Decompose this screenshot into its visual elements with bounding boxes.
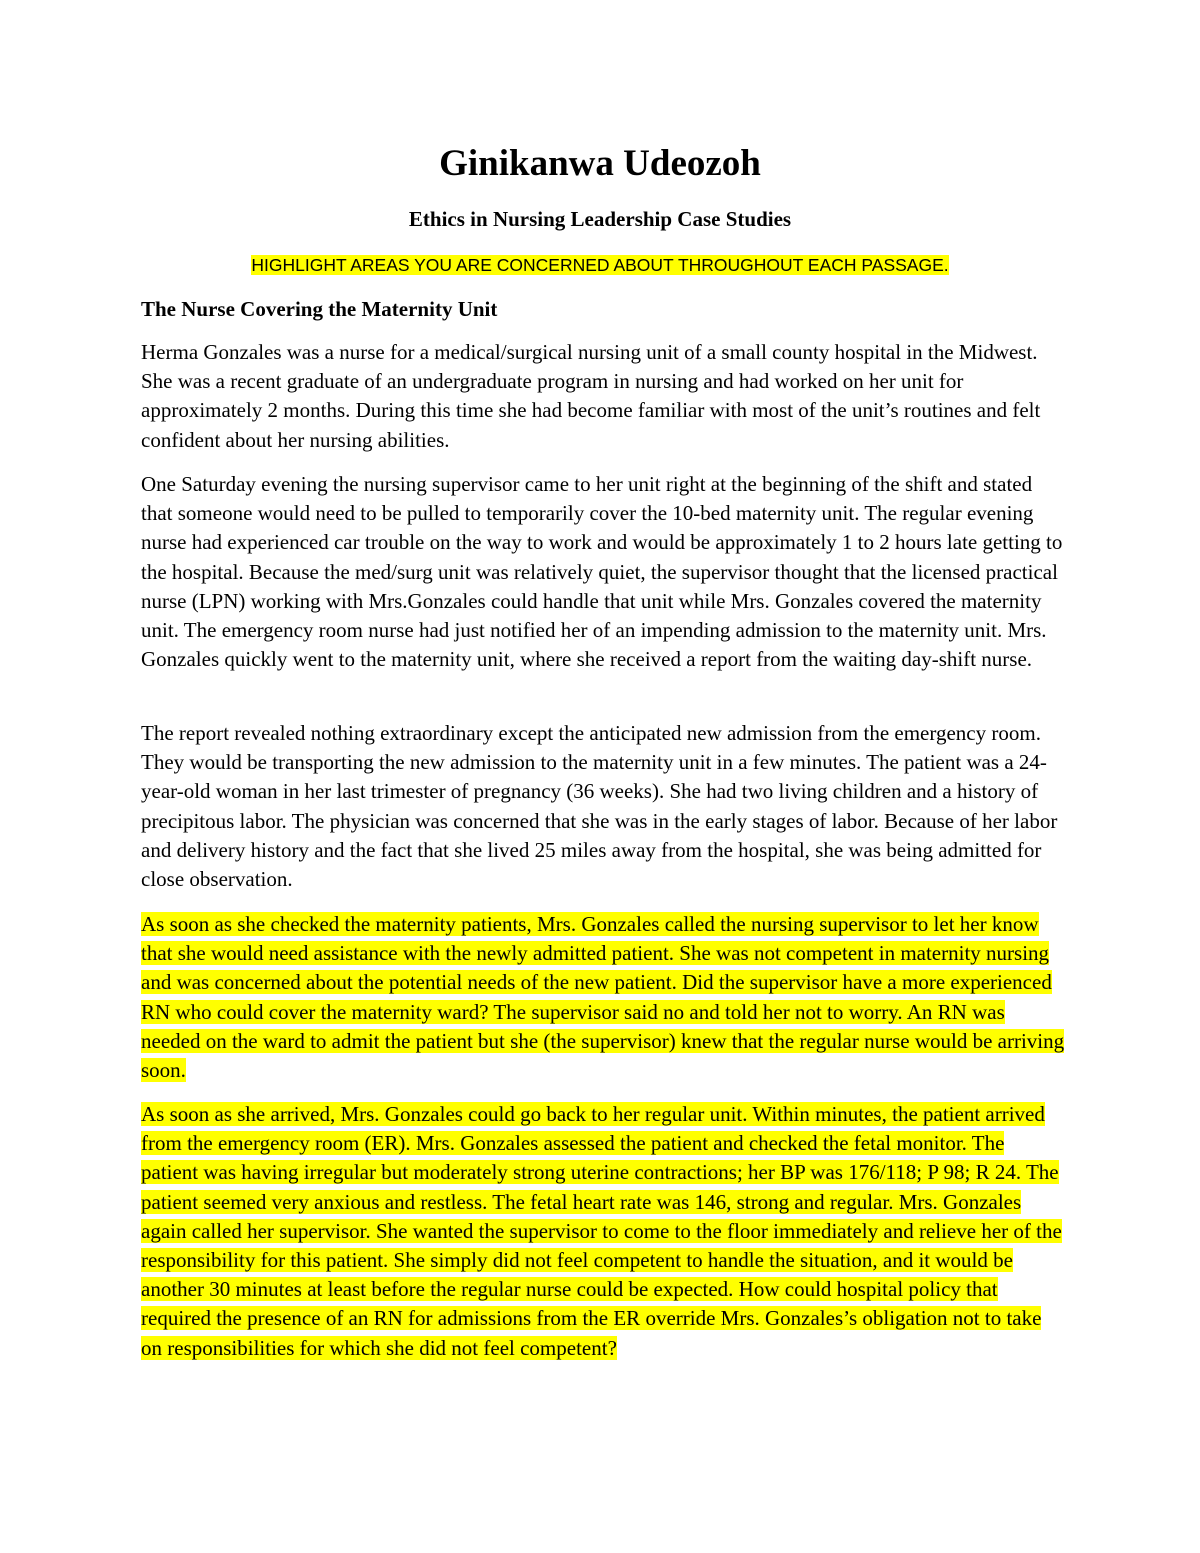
paragraph-5-text: As soon as she arrived, Mrs. Gonzales could go back to her regular unit. Within minutes, the patient arrived from the emergency room (ER). Mrs. Gonzales assessed the patient and checked the fetal monitor. The patient was having irregular but moderately strong uterine contractions; her BP was 176/118; P 98; R 24. The patient seemed very anxious and restless. The fetal heart rate was 146, strong and regular. Mrs. Gonzales again called her supervisor. She wanted the supervisor to come to the floor immediately and relieve her of the responsibility for this patient. She simply did not feel competent to handle the situation, and it would be another 30 minutes at least before the regular nurse could be expected. How could hospital policy that required the presence of an RN for admissions from the ER override Mrs. Gonzales’s obligation not to take on responsibilities for which she did not feel competent?: [141, 1102, 1062, 1360]
paragraph-1-text: Herma Gonzales was a nurse for a medical/surgical nursing unit of a small county hospital in the Midwest. She was a recent graduate of an undergraduate program in nursing and had worked on her unit for approximately 2 months. During this time she had become familiar with most of the unit’s routines and felt confident about her nursing abilities.: [141, 340, 1041, 452]
paragraph-5-highlighted: [141, 1100, 1066, 1363]
paragraph-3-text: The report revealed nothing extraordinary except the anticipated new admission from the emergency room. They would be transporting the new admission to the maternity unit in a few minutes. The patient was a 24-year-old woman in her last trimester of pregnancy (36 weeks). She had two living children and a history of precipitous labor. The physician was concerned that she was in the early stages of labor. Because of her labor and delivery history and the fact that she lived 25 miles away from the hospital, she was being admitted for close observation.: [141, 721, 1058, 892]
author-name-title: Ginikanwa Udeozoh: [439, 143, 761, 184]
section-heading: The Nurse Covering the Maternity Unit: [141, 297, 498, 321]
paragraph-3: [141, 719, 1066, 894]
paragraph-2: [141, 470, 1066, 674]
paragraph-4-text: As soon as she checked the maternity patients, Mrs. Gonzales called the nursing supervisor to let her know that she would need assistance with the newly admitted patient. She was not competent in maternity nursing and was concerned about the potential needs of the new patient. Did the supervisor have a more experienced RN who could cover the maternity ward? The supervisor said no and told her not to worry. An RN was needed on the ward to admit the patient but she (the supervisor) knew that the regular nurse would be arriving soon.: [141, 912, 1065, 1083]
document-subtitle: Ethics in Nursing Leadership Case Studies: [408, 207, 792, 231]
instruction-text: HIGHLIGHT AREAS YOU ARE CONCERNED ABOUT THROUGHOUT EACH PASSAGE.: [251, 255, 949, 275]
paragraph-1: [141, 338, 1066, 455]
paragraph-2-text: One Saturday evening the nursing supervisor came to her unit right at the beginning of the shift and stated that someone would need to be pulled to temporarily cover the 10-bed maternity unit. The regular evening nurse had experienced car trouble on the way to work and would be approximately 1 to 2 hours late getting to the hospital. Because the med/surg unit was relatively quiet, the supervisor thought that the licensed practical nurse (LPN) working with Mrs.Gonzales could handle that unit while Mrs. Gonzales covered the maternity unit. The emergency room nurse had just notified her of an impending admission to the maternity unit. Mrs. Gonzales quickly went to the maternity unit, where she received a report from the waiting day-shift nurse.: [141, 472, 1063, 672]
paragraph-4-highlighted: [141, 910, 1066, 1085]
highlight-instruction: [0, 251, 1200, 279]
